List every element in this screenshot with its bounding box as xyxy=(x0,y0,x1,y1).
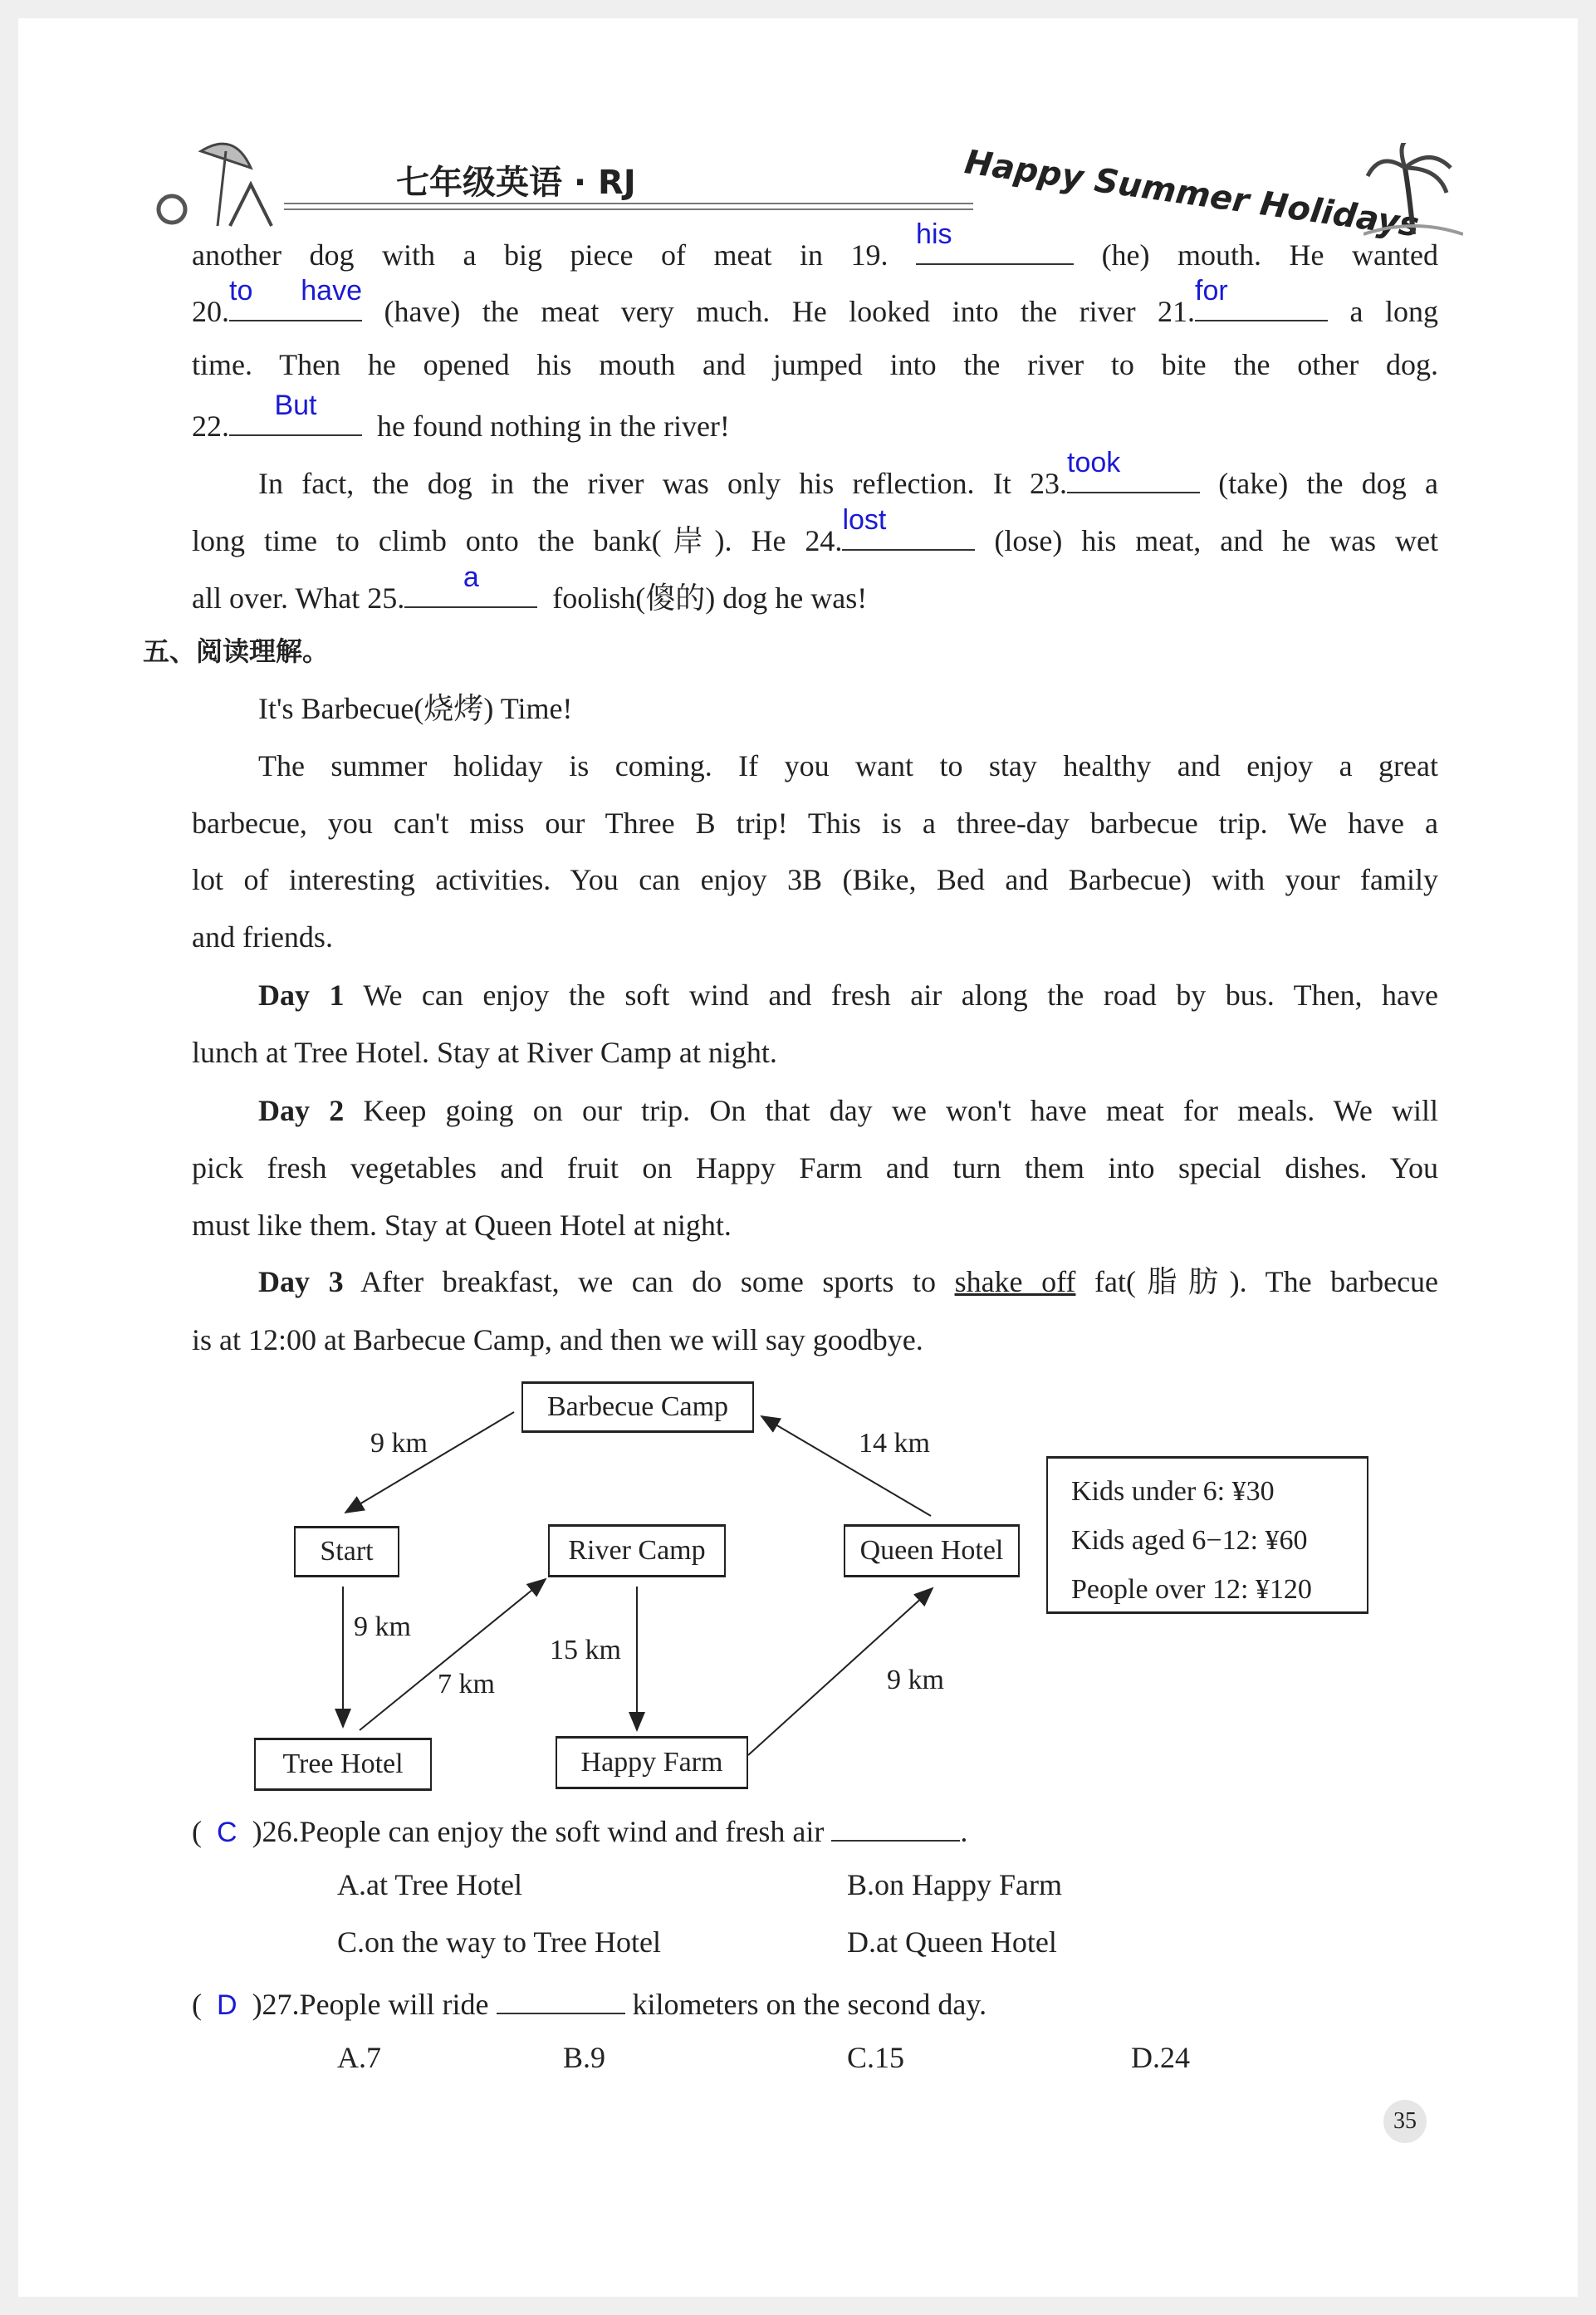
day3-line: is at 12:00 at Barbecue Camp, and then we will say goodbye. xyxy=(192,1323,923,1356)
text: 22. xyxy=(192,410,229,443)
node-queen-hotel: Queen Hotel xyxy=(844,1524,1020,1577)
text: In fact, the dog in the river was only his reflection. It 23. xyxy=(258,467,1068,500)
section-heading: 五、阅读理解。 xyxy=(143,635,330,667)
distance-label: 7 km xyxy=(438,1669,495,1699)
header-slogan: Happy Summer Holidays xyxy=(962,143,1422,245)
question-26: ( C )26.People can enjoy the soft wind and fresh air . xyxy=(192,1815,968,1848)
text: kilometers on the second day. xyxy=(632,1988,987,2021)
answer-23: took xyxy=(1067,447,1121,478)
text: (take) the dog a xyxy=(1218,467,1439,500)
text: long time to climb onto the bank(岸). He 24. xyxy=(192,524,843,557)
option-b[interactable]: B.on Happy Farm xyxy=(847,1868,1062,1901)
option-d[interactable]: D.at Queen Hotel xyxy=(847,1925,1057,1959)
arrow-tree-river xyxy=(360,1579,546,1730)
text: a long xyxy=(1349,295,1438,328)
price-item: Kids aged 6−12: ¥60 xyxy=(1071,1525,1308,1556)
distance-label: 9 km xyxy=(887,1665,944,1695)
answer-20: to have xyxy=(229,275,362,307)
paragraph-line: lot of interesting activities. You can enjoy 3B (Bike, Bed and Barbecue) with your family xyxy=(192,863,1438,896)
option-d[interactable]: D.24 xyxy=(1131,2041,1190,2074)
text: all over. What 25. xyxy=(192,581,405,615)
day-label: Day 1 xyxy=(258,978,345,1012)
book-title: 七年级英语 · RJ xyxy=(396,164,636,202)
option-c[interactable]: C.15 xyxy=(847,2041,905,2074)
text: After breakfast, we can do some sports to xyxy=(360,1265,936,1298)
answer-27[interactable]: D xyxy=(217,1989,237,2021)
text: . xyxy=(960,1815,968,1848)
text: We can enjoy the soft wind and fresh air along the road by bus. Then, have xyxy=(363,978,1438,1012)
answer-26[interactable]: C xyxy=(217,1817,237,1848)
page-number: 35 xyxy=(1383,2100,1427,2143)
distance-label: 15 km xyxy=(550,1635,621,1665)
text: he found nothing in the river! xyxy=(377,410,730,443)
price-item: People over 12: ¥120 xyxy=(1071,1574,1312,1605)
question-text: )27.People will ride xyxy=(252,1988,489,2021)
paragraph-line: barbecue, you can't miss our Three B trip! This is a three-day barbecue trip. We have a xyxy=(192,807,1438,840)
distance-label: 9 km xyxy=(354,1611,411,1642)
question-blank xyxy=(497,1988,625,2014)
distance-label: 9 km xyxy=(370,1428,428,1459)
paragraph-line: and friends. xyxy=(192,920,333,954)
question-27: ( D )27.People will ride kilometers on the second day. xyxy=(192,1988,987,2021)
node-start: Start xyxy=(294,1526,399,1577)
paragraph-line: The summer holiday is coming. If you want to stay healthy and enjoy a great xyxy=(258,749,1438,782)
text: (have) the meat very much. He looked into the river 21. xyxy=(384,295,1196,328)
price-box xyxy=(1046,1456,1368,1614)
passage-title: It's Barbecue(烧烤) Time! xyxy=(258,692,573,725)
underlined-phrase: shake off xyxy=(954,1265,1076,1298)
option-a[interactable]: A.at Tree Hotel xyxy=(337,1868,522,1901)
day-label: Day 3 xyxy=(258,1265,344,1298)
option-b[interactable]: B.9 xyxy=(563,2041,606,2074)
route-arrows xyxy=(18,18,1578,2297)
question-text: )26.People can enjoy the soft wind and fresh air xyxy=(252,1815,825,1848)
text: 20. xyxy=(192,295,229,328)
node-river-camp: River Camp xyxy=(548,1524,726,1577)
text: Keep going on our trip. On that day we won't have meat for meals. We will xyxy=(363,1094,1439,1127)
day2-line: pick fresh vegetables and fruit on Happy Farm and turn them into special dishes. You xyxy=(192,1151,1438,1184)
answer-25: a xyxy=(463,562,479,593)
answer-19: his xyxy=(916,218,952,250)
text: another dog with a big piece of meat in 19. xyxy=(192,238,889,272)
text: foolish(傻的) dog he was! xyxy=(552,581,868,615)
answer-21: for xyxy=(1195,275,1228,307)
option-c[interactable]: C.on the way to Tree Hotel xyxy=(337,1925,661,1959)
distance-label: 14 km xyxy=(859,1428,930,1459)
cloze-line-3: time. Then he opened his mouth and jumped into the river to bite the other dog. xyxy=(192,348,1438,381)
day1-line: lunch at Tree Hotel. Stay at River Camp at night. xyxy=(192,1036,777,1069)
option-a[interactable]: A.7 xyxy=(337,2041,381,2074)
day-label: Day 2 xyxy=(258,1094,345,1127)
text: (lose) his meat, and he was wet xyxy=(994,524,1438,557)
answer-24: lost xyxy=(842,504,887,536)
workbook-page xyxy=(18,18,1578,2297)
price-item: Kids under 6: ¥30 xyxy=(1071,1476,1275,1507)
node-happy-farm: Happy Farm xyxy=(556,1736,748,1789)
text: (he) mouth. He wanted xyxy=(1101,238,1439,272)
node-tree-hotel: Tree Hotel xyxy=(254,1738,432,1791)
text: fat(脂肪). The barbecue xyxy=(1094,1265,1439,1298)
answer-22: But xyxy=(274,390,317,421)
question-blank xyxy=(831,1815,960,1842)
node-barbecue-camp: Barbecue Camp xyxy=(521,1381,754,1433)
day2-line: must like them. Stay at Queen Hotel at night. xyxy=(192,1209,732,1242)
